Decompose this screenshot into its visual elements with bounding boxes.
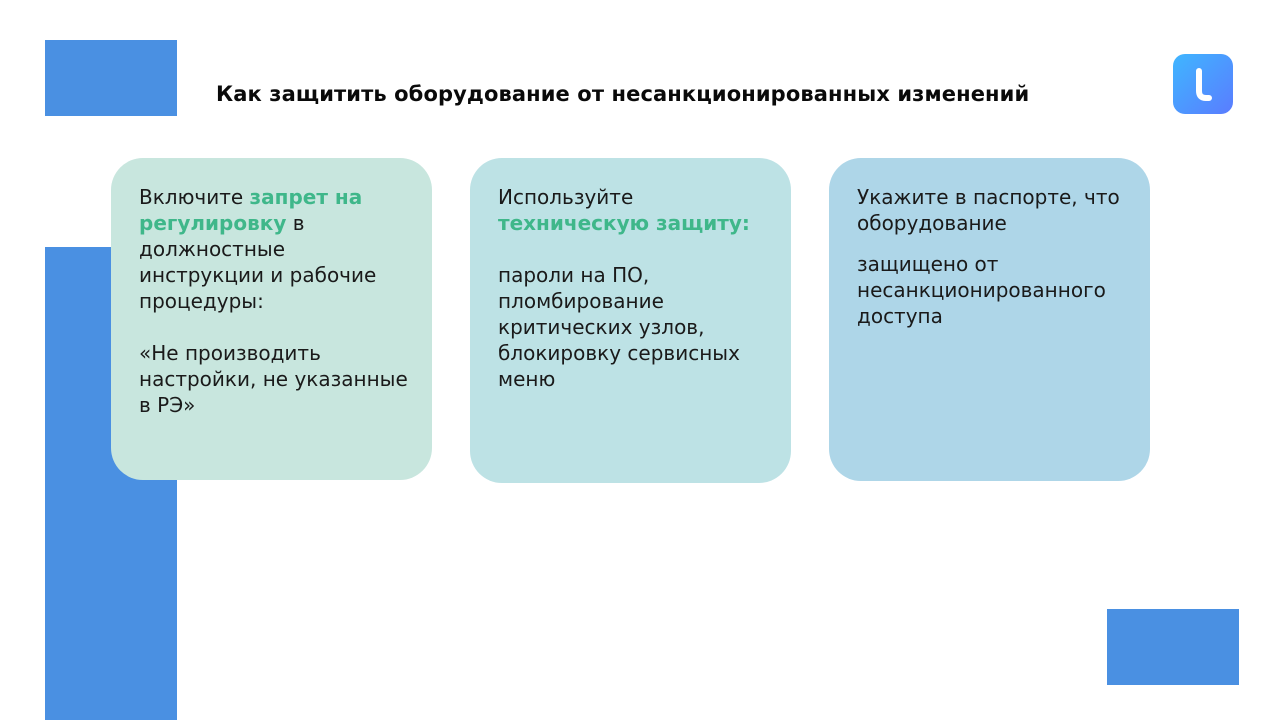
card-lead	[498, 184, 769, 236]
brand-logo-icon	[1173, 54, 1233, 114]
card-highlight: запрет на регулировку	[139, 185, 363, 235]
card-adjustment-ban	[111, 158, 432, 480]
card-body: «Не производить настройки, не указанные в РЭ»	[139, 341, 408, 417]
card-lead-prefix: Включите	[139, 185, 250, 209]
card-body: пароли на ПО, пломбирование критических узлов, блокировку сервисных меню	[498, 263, 740, 391]
card-lead: Укажите в паспорте, что оборудование	[857, 185, 1120, 235]
card-lead	[139, 184, 410, 314]
decor-block-bottom-right	[1107, 609, 1239, 685]
decor-block-top-left	[45, 40, 177, 116]
card-lead-suffix: в должностные инструкции и рабочие процедуры:	[139, 211, 377, 313]
card-technical-protection	[470, 158, 791, 483]
card-highlight: техническую защиту:	[498, 211, 750, 235]
card-body: защищено от несанкционированного доступа	[857, 252, 1106, 328]
slide-title: Как защитить оборудование от несанкционированных изменений	[216, 82, 1030, 107]
card-lead-prefix: Используйте	[498, 185, 634, 209]
card-passport-note	[829, 158, 1150, 481]
